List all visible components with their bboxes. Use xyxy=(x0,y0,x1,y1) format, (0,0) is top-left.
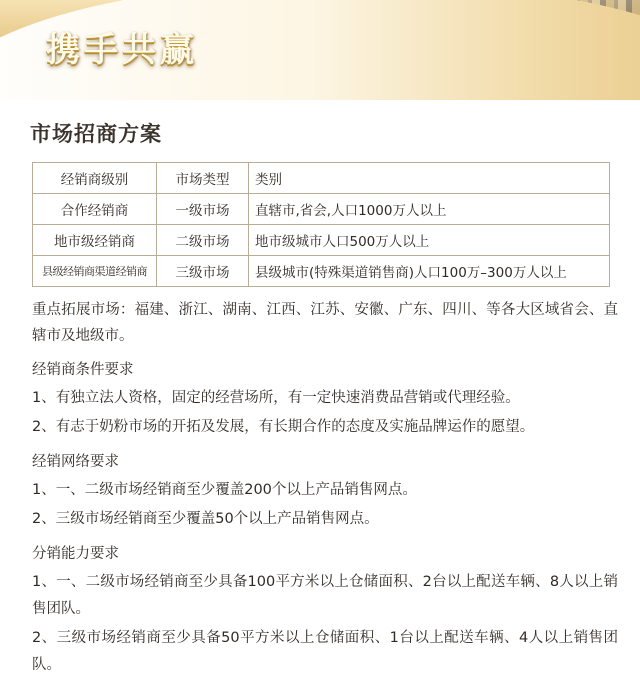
table-cell-market-type: 三级市场 xyxy=(157,256,249,287)
table-cell-level: 地市级经销商 xyxy=(33,225,157,256)
table-cell-market-type: 二级市场 xyxy=(157,225,249,256)
list-item: 2、三级市场经销商至少具备50平方米以上仓储面积、1台以上配送车辆、4人以上销售团队。 xyxy=(32,630,618,673)
table-cell-category: 直辖市,省会,人口1000万人以上 xyxy=(249,194,610,225)
section-heading-dealer-conditions: 经销商条件要求 xyxy=(32,362,134,378)
document-body xyxy=(0,100,640,689)
page-title: 市场招商方案 xyxy=(30,122,162,146)
table-row xyxy=(33,256,610,287)
header-banner xyxy=(0,0,640,100)
list-item: 1、一、二级市场经销商至少具备100平方米以上仓储面积、2台以上配送车辆、8人以上销售团队。 xyxy=(32,574,618,617)
table-cell-market-type: 一级市场 xyxy=(157,194,249,225)
list-item: 2、有志于奶粉市场的开拓及发展，有长期合作的态度及实施品牌运作的愿望。 xyxy=(32,419,535,435)
list-item: 1、有独立法人资格，固定的经营场所，有一定快速消费品营销或代理经验。 xyxy=(32,390,520,406)
market-plan-table xyxy=(32,162,610,287)
section-heading-distribution-capacity: 分销能力要求 xyxy=(32,546,119,562)
table-header-cell: 经销商级别 xyxy=(33,163,157,194)
section-heading-network-requirements: 经销网络要求 xyxy=(32,454,119,470)
table-cell-level: 县级经销商渠道经销商 xyxy=(33,256,157,287)
table-row xyxy=(33,194,610,225)
table-header-row xyxy=(33,163,610,194)
list-item: 2、三级市场经销商至少覆盖50个以上产品销售网点。 xyxy=(32,511,379,527)
table-row xyxy=(33,225,610,256)
table-cell-category: 地市级城市人口500万人以上 xyxy=(249,225,610,256)
table-cell-category: 县级城市(特殊渠道销售商)人口100万–300万人以上 xyxy=(249,256,610,287)
list-item: 1、一、二级市场经销商至少覆盖200个以上产品销售网点。 xyxy=(32,482,417,498)
table-header-cell: 市场类型 xyxy=(157,163,249,194)
banner-title: 携手共赢 xyxy=(46,30,198,70)
focus-market-paragraph: 重点拓展市场：福建、浙江、湖南、江西、江苏、安徽、广东、四川、等各大区域省会、直辖市及地级市。 xyxy=(32,302,618,344)
table-header-cell: 类别 xyxy=(249,163,610,194)
table-cell-level: 合作经销商 xyxy=(33,194,157,225)
